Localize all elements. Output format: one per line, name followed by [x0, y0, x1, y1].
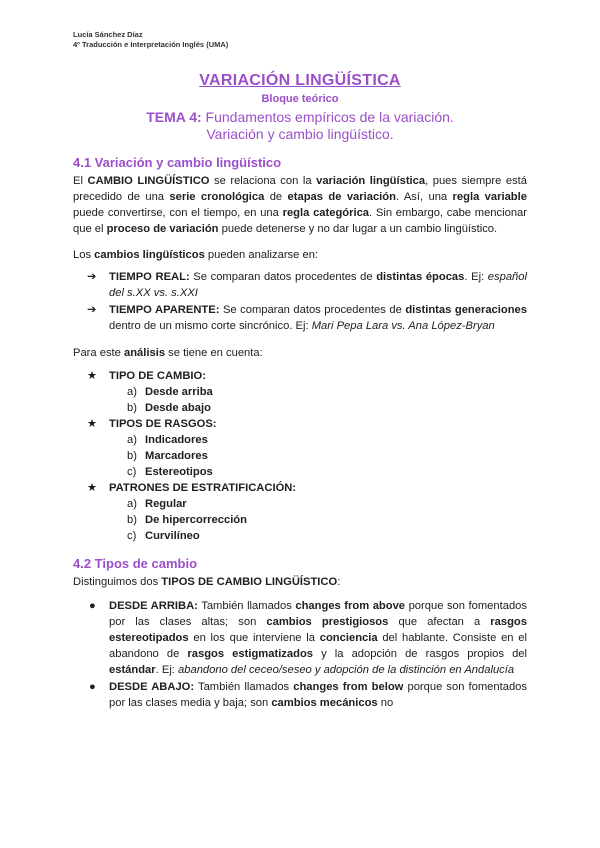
section-2-heading: 4.2 Tipos de cambio [73, 556, 198, 571]
list-item: ★ PATRONES DE ESTRATIFICACIÓN: a) Regular b) De hipercorrección c) Curvilíneo [87, 480, 527, 544]
star-icon: ★ [87, 482, 98, 494]
page-header [73, 30, 527, 50]
paragraph-analysis-intro: Los cambios lingüísticos pueden analizarse en: [73, 249, 319, 261]
bullet-icon: ● [89, 681, 96, 693]
tema-line-1: Fundamentos empíricos de la variación. [201, 109, 454, 125]
criteria-list [73, 368, 527, 544]
sub-item: a) Desde arriba [127, 386, 213, 398]
arrow-icon: ➔ [87, 304, 97, 316]
change-types-list [73, 598, 527, 711]
tema-title [73, 109, 527, 143]
star-icon: ★ [87, 418, 98, 430]
star-icon: ★ [87, 370, 98, 382]
sub-item: b) Marcadores [127, 450, 208, 462]
list-item: ➔ TIEMPO REAL: Se comparan datos procedentes de distintas épocas. Ej: español del s.XX vs. s.XXI [87, 271, 527, 299]
course-name: 4º Traducción e Interpretación Inglés (UMA) [73, 40, 229, 49]
list-item: ● DESDE ABAJO: También llamados changes from below porque son fomentados por las clases media y baja; son cambios mecánicos no [89, 681, 527, 709]
tema-line-2: Variación y cambio lingüístico. [206, 126, 394, 142]
list-item: ● DESDE ARRIBA: También llamados changes from above porque son fomentados por las clases altas; son cambios prestigiosos que afectan a rasgos estereotipados en los que interviene la conciencia del hablante. Consiste en el abandono de rasgos estigmatizados y la adopción de rasgos propios del estándar. Ej: abandono del ceceo/seseo y adopción de la distinción en Andalucía [89, 600, 527, 676]
paragraph-types-intro: Distinguimos dos TIPOS DE CAMBIO LINGÜÍSTICO: [73, 576, 341, 588]
arrow-icon: ➔ [87, 271, 97, 283]
list-item: ➔ TIEMPO APARENTE: Se comparan datos procedentes de distintas generaciones dentro de un mismo corte sincrónico. Ej: Mari Pepa Lara vs. Ana López-Bryan [87, 304, 527, 332]
sub-item: a) Indicadores [127, 434, 208, 446]
subtitle: Bloque teórico [261, 93, 339, 105]
main-title: VARIACIÓN LINGÜÍSTICA [199, 72, 401, 89]
sub-item: a) Regular [127, 498, 187, 510]
paragraph-criteria-intro: Para este análisis se tiene en cuenta: [73, 347, 263, 359]
bullet-icon: ● [89, 600, 96, 612]
sub-item: b) De hipercorrección [127, 514, 247, 526]
list-item: ★ TIPO DE CAMBIO: a) Desde arriba b) Desde abajo [87, 368, 527, 416]
sub-item: c) Estereotipos [127, 466, 213, 478]
time-list [73, 269, 527, 334]
sub-item: c) Curvilíneo [127, 530, 200, 542]
tema-label: TEMA 4: [146, 109, 202, 125]
paragraph-intro: El CAMBIO LINGÜÍSTICO se relaciona con la variación lingüística, pues siempre está precedido de una serie cronológica de etapas de variación. Así, una regla variable puede convertirse, con el tiempo, en una regla categórica. Sin embargo, cabe mencionar que el proceso de variación puede detenerse y no dar lugar a un cambio lingüístico. [73, 175, 527, 235]
section-1-heading: 4.1 Variación y cambio lingüístico [73, 155, 282, 170]
list-item: ★ TIPOS DE RASGOS: a) Indicadores b) Marcadores c) Estereotipos [87, 416, 527, 480]
sub-item: b) Desde abajo [127, 402, 211, 414]
title-block [73, 72, 527, 143]
author-name: Lucía Sánchez Díaz [73, 30, 143, 39]
